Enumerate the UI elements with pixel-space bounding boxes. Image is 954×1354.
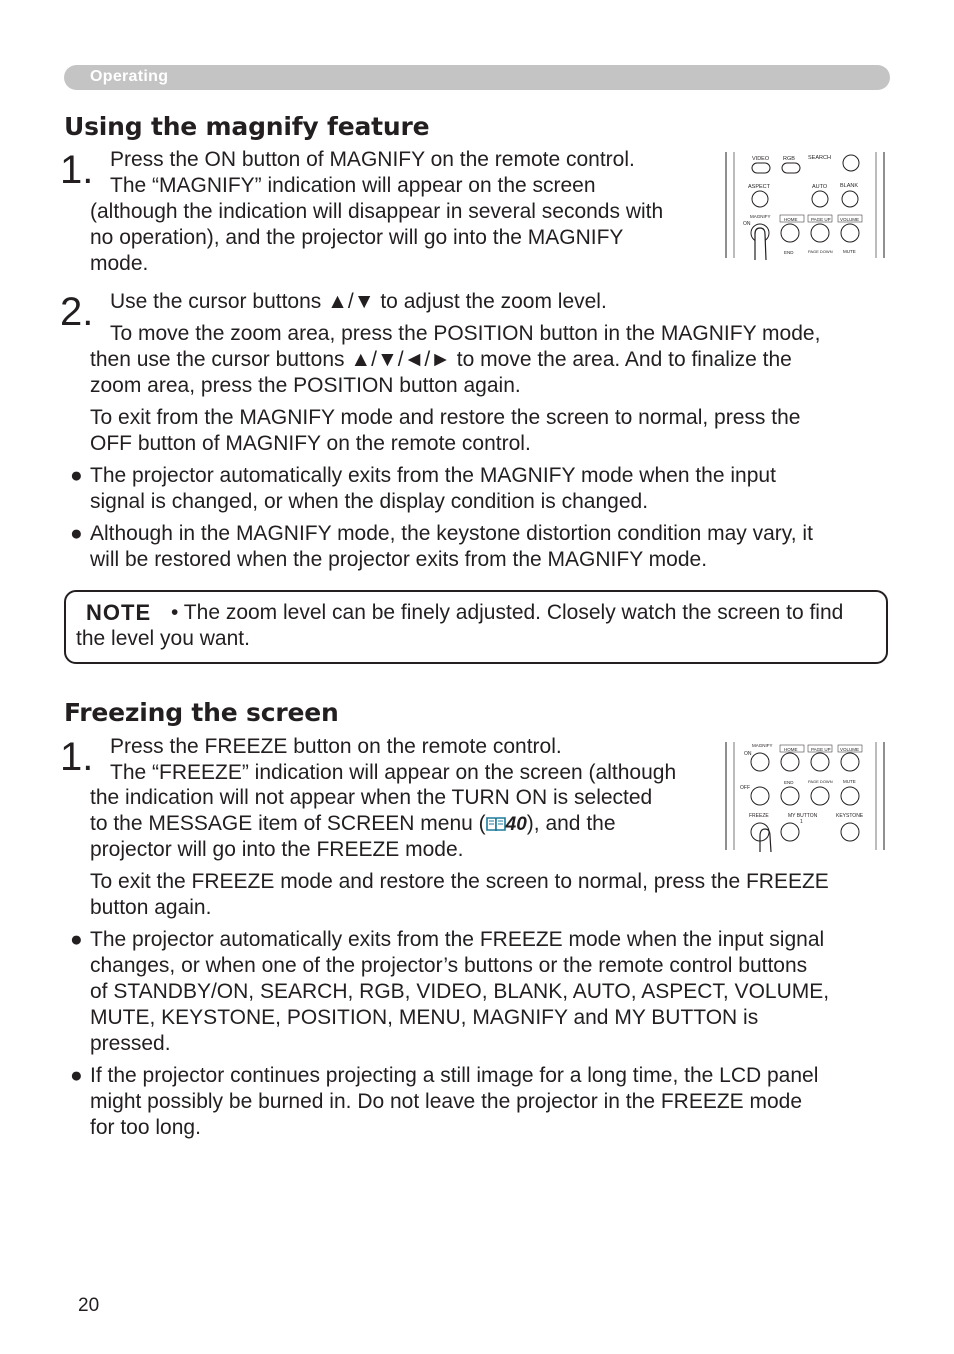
freeze-step1-para2-line1: To exit the FREEZE mode and restore the screen to normal, press the FREEZE	[90, 870, 829, 893]
note-box	[64, 590, 888, 664]
magnify-step2-para2-line1: To move the zoom area, press the POSITION button in the MAGNIFY mode,	[110, 322, 821, 345]
label-end: END	[784, 250, 794, 255]
note-label: NOTE	[86, 600, 152, 625]
freeze-step1-para2-line2: button again.	[90, 896, 212, 919]
freeze-step1-number: 1.	[60, 735, 94, 779]
freeze-step1-line1: Press the FREEZE button on the remote control.	[110, 735, 562, 758]
label-page-down: PAGE DOWN	[808, 779, 833, 784]
freeze-step1-line2: The “FREEZE” indication will appear on the screen (although	[110, 761, 677, 784]
magnify-step1-number: 1.	[60, 148, 94, 192]
bullet-line: of STANDBY/ON, SEARCH, RGB, VIDEO, BLANK, AUTO, ASPECT, VOLUME,	[90, 980, 830, 1003]
label-end: END	[784, 780, 794, 785]
label-auto: AUTO	[812, 184, 828, 190]
freeze-step1-line4-pre: to the MESSAGE item of SCREEN menu (	[90, 812, 486, 835]
bullet-line: will be restored when the projector exits from the MAGNIFY mode.	[90, 548, 708, 571]
label-home: HOME	[784, 747, 798, 752]
label-blank: BLANK	[840, 183, 859, 189]
magnify-bullet-2	[70, 521, 900, 573]
label-mute: MUTE	[843, 249, 856, 254]
magnify-step2-para3-line2: OFF button of MAGNIFY on the remote control.	[90, 432, 531, 455]
label-volume: VOLUME	[840, 217, 860, 222]
label-aspect: ASPECT	[748, 184, 771, 190]
magnify-step1-line2: The “MAGNIFY” indication will appear on the screen	[110, 174, 596, 197]
label-off: OFF	[740, 785, 750, 791]
magnify-bullet-1	[70, 463, 900, 515]
label-magnify: MAGNIFY	[750, 214, 771, 219]
bullet-line: changes, or when one of the projector’s buttons or the remote control buttons	[90, 954, 808, 977]
label-keystone: KEYSTONE	[836, 813, 864, 819]
bullet-line: Although in the MAGNIFY mode, the keystone distortion condition may vary, it	[90, 522, 813, 545]
magnify-step2-number: 2.	[60, 290, 94, 334]
bullet-dot: ●	[70, 928, 83, 951]
label-my-button-1: 1	[800, 819, 803, 825]
magnify-step1-line5: mode.	[90, 252, 149, 275]
label-rgb: RGB	[783, 156, 795, 162]
label-freeze: FREEZE	[749, 813, 769, 819]
reference-page-link[interactable]: 40	[505, 814, 527, 835]
magnify-step2-para2-line2: then use the cursor buttons ▲/▼/◄/► to move the area. And to finalize the	[90, 348, 792, 371]
bullet-line: If the projector continues projecting a still image for a long time, the LCD panel	[90, 1064, 819, 1087]
bullet-line: signal is changed, or when the display condition is changed.	[90, 490, 649, 513]
label-on: ON	[743, 221, 751, 227]
freeze-heading: Freezing the screen	[64, 698, 339, 727]
bullet-dot: ●	[70, 464, 83, 487]
label-video: VIDEO	[752, 156, 770, 162]
magnify-heading: Using the magnify feature	[64, 112, 430, 141]
bullet-line: pressed.	[90, 1032, 171, 1055]
book-reference-icon	[486, 813, 506, 839]
label-page-up: PAGE UP	[811, 217, 831, 222]
bullet-line: for too long.	[90, 1116, 201, 1139]
magnify-step1-line1: Press the ON button of MAGNIFY on the remote control.	[110, 148, 635, 171]
remote-control-magnify-illustration	[722, 150, 890, 260]
label-home: HOME	[784, 217, 798, 222]
magnify-step2-line1: Use the cursor buttons ▲/▼ to adjust the zoom level.	[110, 290, 607, 313]
magnify-step1-line4: no operation), and the projector will go into the MAGNIFY	[90, 226, 624, 249]
label-search: SEARCH	[808, 155, 831, 161]
note-text: • The zoom level can be finely adjusted. Closely watch the screen to find the level you want.	[76, 601, 844, 650]
section-label: Operating	[90, 68, 169, 85]
bullet-dot: ●	[70, 1064, 83, 1087]
label-my-button: MY BUTTON	[788, 813, 818, 819]
bullet-line: The projector automatically exits from the MAGNIFY mode when the input	[90, 464, 776, 487]
label-on: ON	[744, 751, 752, 757]
freeze-bullet-2	[70, 1063, 900, 1141]
freeze-bullet-1	[70, 927, 900, 1057]
label-page-down: PAGE DOWN	[808, 249, 833, 254]
page-number: 20	[78, 1295, 100, 1316]
bullet-dot: ●	[70, 522, 83, 545]
magnify-step2-para3-line1: To exit from the MAGNIFY mode and restore the screen to normal, press the	[90, 406, 801, 429]
label-magnify: MAGNIFY	[752, 743, 773, 748]
bullet-line: MUTE, KEYSTONE, POSITION, MENU, MAGNIFY and MY BUTTON is	[90, 1006, 759, 1029]
freeze-step1-line4-post: ), and the	[526, 812, 616, 835]
freeze-step1-line3: the indication will not appear when the TURN ON is selected	[90, 786, 653, 809]
remote-control-freeze-illustration	[722, 740, 890, 852]
magnify-step2-para2-line3: zoom area, press the POSITION button again.	[90, 374, 521, 397]
freeze-step1-line5: projector will go into the FREEZE mode.	[90, 838, 464, 861]
section-header-bar	[64, 65, 890, 90]
bullet-line: The projector automatically exits from the FREEZE mode when the input signal	[90, 928, 825, 951]
freeze-step1-line4	[90, 811, 616, 839]
label-page-up: PAGE UP	[811, 747, 831, 752]
label-mute: MUTE	[843, 779, 856, 784]
bullet-line: might possibly be burned in. Do not leave the projector in the FREEZE mode	[90, 1090, 803, 1113]
magnify-step1-line3: (although the indication will disappear in several seconds with	[90, 200, 664, 223]
label-volume: VOLUME	[840, 747, 860, 752]
